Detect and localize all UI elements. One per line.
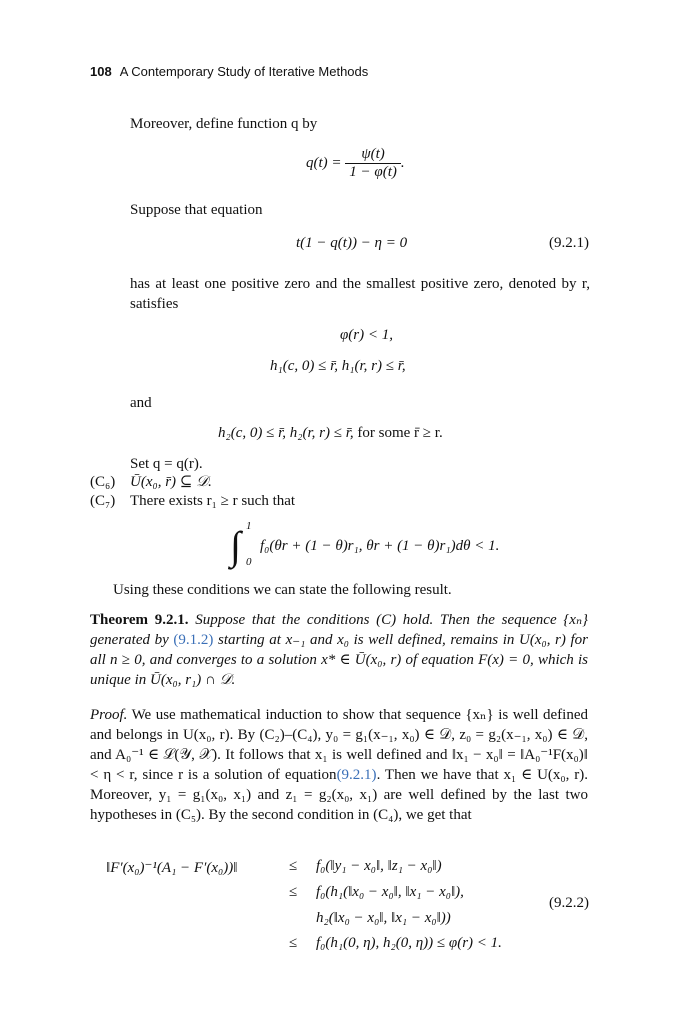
theorem-text-1: Suppose that the conditions (C) hold. Then the sequence {xₙ} generated by [90,612,589,648]
denominator: 1 − φ(t) [349,164,397,180]
running-header [90,64,368,79]
equation-reference-9-2-1[interactable]: (9.2.1) [336,767,377,783]
eq-9-2-2-rhs2: f₀(h₁(‖x₀ − x₀‖, ‖x₁ − x₀‖), [316,884,464,900]
condition-h2-expr: h₂(c, 0) ≤ r̄, h₂(r, r) ≤ r̄, [218,425,354,441]
eq-9-2-2-rel1: ≤ [289,858,298,874]
proof-label: Proof. [90,707,128,723]
integrand: f₀(θr + (1 − θ)r₁, θr + (1 − θ)r₁)dθ < 1. [260,538,500,554]
theorem-9-2-1 [90,610,588,690]
c6-text: Ū(x₀, r̄) ⊆ 𝒟. [130,474,212,490]
equation-label-9-2-1: (9.2.1) [549,235,589,251]
eq-9-2-2-rel4: ≤ [289,935,298,951]
fraction [345,146,401,181]
equation-q-tail: . [400,154,405,171]
equation-label-9-2-2: (9.2.2) [549,895,589,911]
proof-paragraph [90,705,588,825]
c7-label: (C₇) [90,493,116,509]
set-q-line: Set q = q(r). [130,456,203,472]
page-number: 108 [90,64,112,79]
eq-9-2-2-rhs1: f₀(‖y₁ − x₀‖, ‖z₁ − x₀‖) [316,858,442,874]
eq-9-2-2-rel2: ≤ [289,884,298,900]
numerator: ψ(t) [345,146,401,164]
book-title: A Contemporary Study of Iterative Methods [119,64,369,79]
condition-phi: φ(r) < 1, [340,327,393,343]
eq-9-2-2-rhs4: f₀(h₁(0, η), h₂(0, η)) ≤ φ(r) < 1. [316,935,502,951]
c7-text: There exists r₁ ≥ r such that [130,493,296,509]
integral-lower-limit: 0 [246,556,252,568]
eq-9-2-2-rhs3: h₂(‖x₀ − x₀‖, ‖x₁ − x₀‖)) [316,910,451,926]
c6-label: (C₆) [90,474,116,490]
proof-text-2: . Then we have that x₁ ∈ U(x₀, r). Moreover, y₁ = g₁(x₀, x₁) and z₁ = g₂(x₀, x₁) are well defined by the last two hypotheses in (C₅). By the second condition in (C₄), we get that [90,767,588,823]
equation-reference-9-1-2[interactable]: (9.1.2) [173,632,214,648]
integral-upper-limit: 1 [246,520,252,532]
equation-q [306,146,405,181]
condition-h2-tail: for some r̄ ≥ r. [357,425,443,441]
paragraph-positive-zero: has at least one positive zero and the smallest positive zero, denoted by r, satisfies [130,276,590,312]
theorem-text-2: starting at x₋₁ and x₀ is well defined, remains in U(x₀, r) for all n ≥ 0, and converges to a solution x* ∈ Ū(x₀, r) of equation F(x) = 0, which is unique in Ū(x₀, r₁) ∩ 𝒟. [90,632,589,688]
integral-sign: ∫ [230,523,241,568]
eq-9-2-2-lhs: ‖F′(x₀)⁻¹(A₁ − F′(x₀))‖ [106,860,238,876]
condition-h1: h₁(c, 0) ≤ r̄, h₁(r, r) ≤ r̄, [270,358,406,374]
paragraph-and: and [130,395,152,411]
theorem-title: Theorem 9.2.1. [90,612,189,628]
condition-h2 [218,425,443,442]
paragraph-define-q: Moreover, define function q by [130,116,318,132]
paragraph-using-conditions: Using these conditions we can state the following result. [113,582,452,598]
proof-text-1: We use mathematical induction to show that sequence {xₙ} is well defined and belongs in U(x₀, r). By (C₂)–(C₄), y₀ = g₁(x₋₁, x₀) ∈ 𝒟, z₀ = g₂(x₋₁, x₀) ∈ 𝒟, and A₀⁻¹ ∈ ℒ(𝒴, 𝒳). It follows that x₁ is well defined and ‖x₁ − x₀‖ = ‖A₀⁻¹F(x₀)‖ < η < r, since r is a solution of equation [90,707,588,783]
equation-9-2-1: t(1 − q(t)) − η = 0 [296,235,408,251]
equation-q-lhs: q(t) = [306,154,342,171]
paragraph-suppose: Suppose that equation [130,202,263,218]
